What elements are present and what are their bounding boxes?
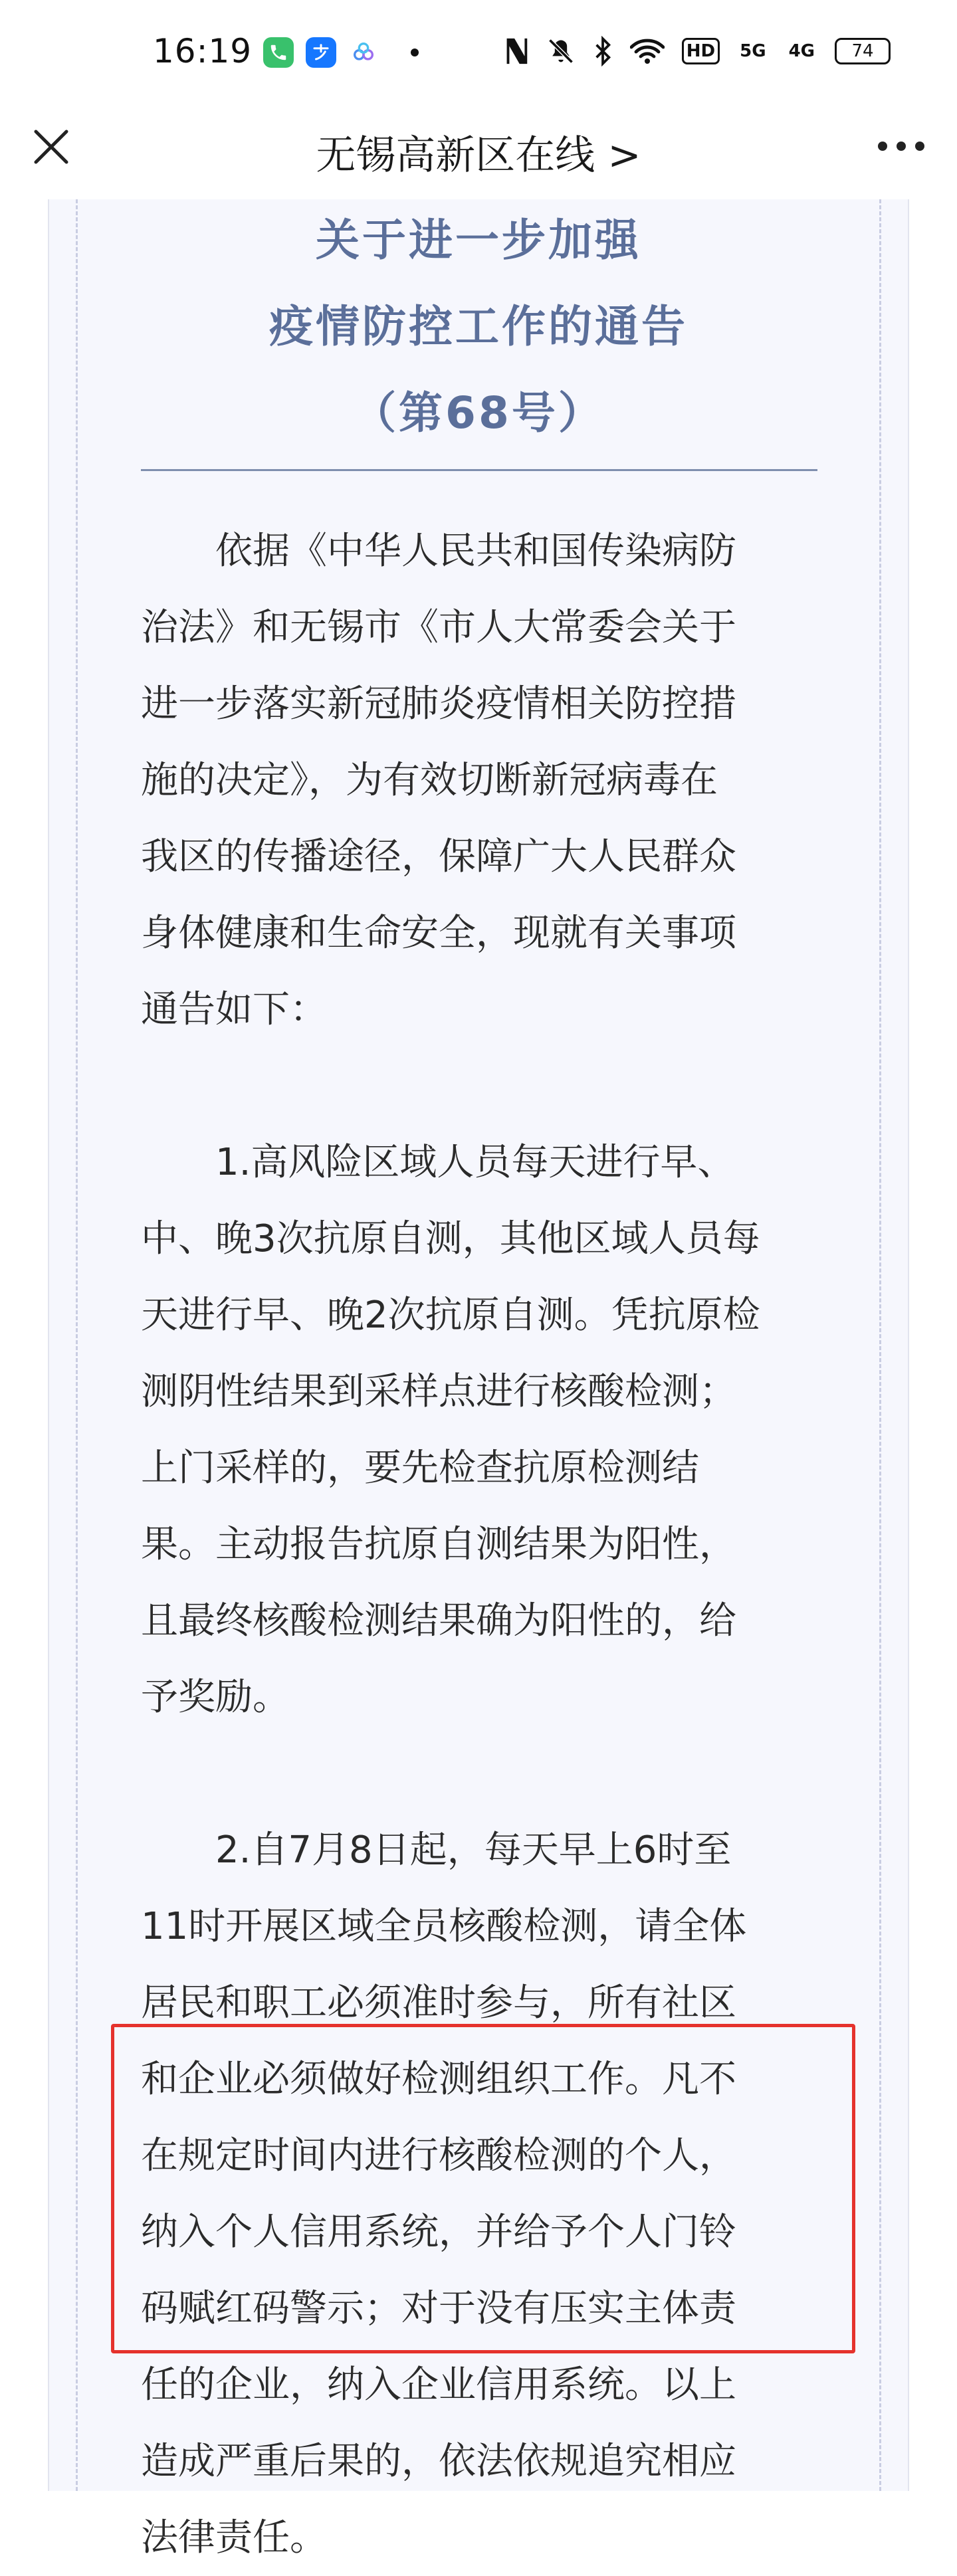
panel-border-right <box>879 199 881 2491</box>
account-title-link[interactable]: 无锡高新区在线 > <box>316 132 641 179</box>
title-divider <box>141 469 817 471</box>
panel-border-left <box>76 199 78 2491</box>
paragraph-gap <box>141 1048 817 1124</box>
article-line: 施的决定》，为有效切断新冠病毒在 <box>141 759 718 802</box>
article-line: 1.高风险区域人员每天进行早、 <box>141 1141 735 1184</box>
article-line: 上门采样的，要先检查抗原检测结 <box>141 1446 699 1490</box>
mini-program-icon <box>348 37 379 68</box>
status-bar <box>0 0 957 100</box>
article-line: 进一步落实新冠肺炎疫情相关防控措 <box>141 682 736 726</box>
article-line: 纳入个人信用系统，并给予个人门铃 <box>141 2211 736 2254</box>
alipay-app-icon <box>306 37 336 68</box>
article-line: 2.自7月8日起，每天早上6时至 <box>141 1829 732 1872</box>
status-right-icons <box>502 36 891 66</box>
phone-app-icon <box>263 37 294 68</box>
status-time: 16:19 <box>153 32 253 70</box>
more-dot-icon <box>878 142 887 151</box>
bluetooth-icon <box>593 36 613 66</box>
paragraph-gap <box>141 1735 817 1812</box>
signal-5g-label: 5G <box>740 41 766 61</box>
article-line: 测阴性结果到采样点进行核酸检测； <box>141 1370 736 1413</box>
nfc-icon <box>502 36 529 66</box>
nav-bar <box>0 100 957 199</box>
mute-icon <box>546 36 576 66</box>
article-line: 我区的传播途径，保障广大人民群众 <box>141 835 736 878</box>
article-line: 法律责任。 <box>141 2516 327 2559</box>
article-line: 且最终核酸检测结果确为阳性的，给 <box>141 1599 736 1642</box>
hd-badge: HD <box>682 38 720 64</box>
article-line: 码赋红码警示；对于没有压实主体责 <box>141 2287 736 2330</box>
article-line: 造成严重后果的，依法依规追究相应 <box>141 2440 736 2483</box>
article-line: 依据《中华人民共和国传染病防 <box>141 530 736 573</box>
more-options-button[interactable] <box>868 126 934 166</box>
notice-title-line-1: 关于进一步加强 <box>316 215 641 266</box>
article-line: 通告如下： <box>141 988 327 1031</box>
article-line: 11时开展区域全员核酸检测，请全体 <box>141 1905 747 1948</box>
article-line: 天进行早、晚2次抗原自测。凭抗原检 <box>141 1294 760 1337</box>
article-line: 治法》和无锡市《市人大常委会关于 <box>141 606 736 649</box>
battery-indicator: 74 <box>835 38 891 64</box>
wifi-icon <box>630 37 665 65</box>
article-line: 和企业必须做好检测组织工作。凡不 <box>141 2058 736 2101</box>
article-line: 身体健康和生命安全，现就有关事项 <box>141 912 736 955</box>
article-line: 任的企业，纳入企业信用系统。以上 <box>141 2363 736 2407</box>
more-dot-icon <box>915 142 924 151</box>
article-line: 居民和职工必须准时参与，所有社区 <box>141 1981 736 2025</box>
article-body <box>141 513 817 2576</box>
article-line: 予奖励。 <box>141 1676 290 1719</box>
notice-number: （第68号） <box>352 387 605 439</box>
article-line: 在规定时间内进行核酸检测的个人， <box>141 2134 736 2177</box>
notification-dot-icon <box>411 49 419 56</box>
more-dot-icon <box>897 142 906 151</box>
status-left-icons <box>263 37 419 68</box>
article-line: 中、晚3次抗原自测，其他区域人员每 <box>141 1217 760 1260</box>
article-line: 果。主动报告抗原自测结果为阳性， <box>141 1523 736 1566</box>
signal-4g-label: 4G <box>788 41 815 61</box>
notice-title-line-2: 疫情防控工作的通告 <box>269 301 688 352</box>
